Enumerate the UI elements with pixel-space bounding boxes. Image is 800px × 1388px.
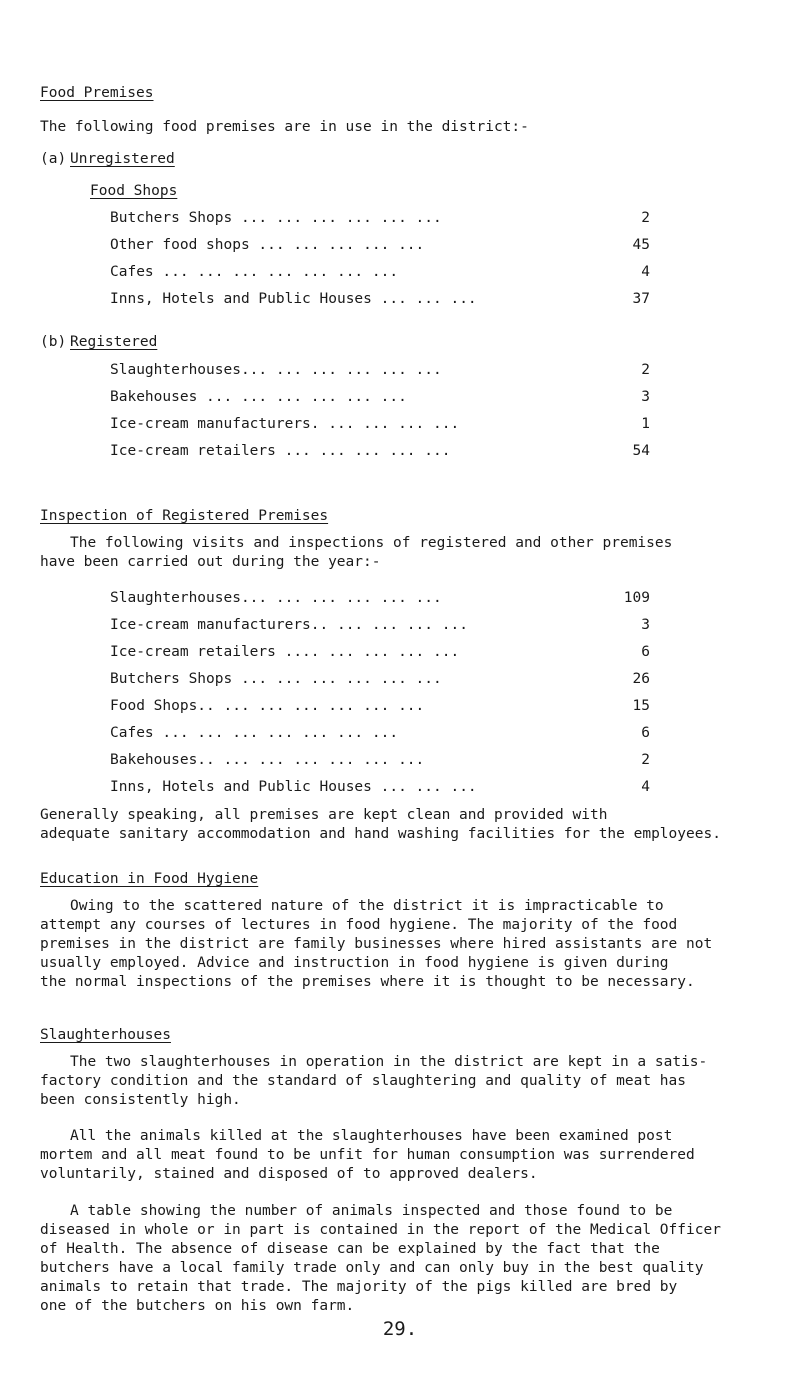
heading-inspection: Inspection of Registered Premises: [40, 508, 329, 524]
row-value: 6: [641, 644, 650, 660]
list-item: [110, 616, 670, 636]
row-label: Cafes ... ... ... ... ... ... ...: [110, 725, 399, 741]
inspection-summary-line-1: Generally speaking, all premises are kept clean and provided with: [40, 807, 608, 823]
list-item: [110, 778, 670, 798]
row-value: 3: [641, 617, 650, 633]
list-item: [110, 388, 670, 408]
row-label: Cafes ... ... ... ... ... ... ...: [110, 264, 399, 280]
slaughterhouses-para3-line: diseased in whole or in part is contained in the report of the Medical Officer: [40, 1222, 721, 1238]
list-item: [110, 589, 670, 609]
education-line: premises in the district are family businesses where hired assistants are not: [40, 936, 713, 952]
section-a-label: (a): [40, 151, 67, 167]
section-a-subtitle: Food Shops: [90, 183, 178, 199]
row-label: Ice-cream manufacturers. ... ... ... ...: [110, 416, 460, 432]
row-label: Bakehouses.. ... ... ... ... ... ...: [110, 752, 425, 768]
row-label: Inns, Hotels and Public Houses ... ... ...: [110, 779, 477, 795]
row-value: 15: [632, 698, 650, 714]
list-item: [110, 670, 670, 690]
heading-food-premises: Food Premises: [40, 85, 154, 101]
row-label: Other food shops ... ... ... ... ...: [110, 237, 425, 253]
heading-slaughterhouses: Slaughterhouses: [40, 1027, 171, 1043]
list-item: [110, 415, 670, 435]
intro-text: The following food premises are in use in the district:-: [40, 119, 529, 135]
row-value: 37: [632, 291, 650, 307]
list-item: [110, 697, 670, 717]
row-value: 2: [641, 362, 650, 378]
row-label: Slaughterhouses... ... ... ... ... ...: [110, 362, 442, 378]
list-item: [110, 724, 670, 744]
list-item: [110, 751, 670, 771]
education-line: the normal inspections of the premises where it is thought to be necessary.: [40, 974, 695, 990]
list-item: [110, 290, 670, 310]
education-line: attempt any courses of lectures in food hygiene. The majority of the food: [40, 917, 678, 933]
row-value: 4: [641, 779, 650, 795]
row-label: Butchers Shops ... ... ... ... ... ...: [110, 210, 442, 226]
slaughterhouses-para2-line: All the animals killed at the slaughterhouses have been examined post: [70, 1128, 673, 1144]
list-item: [110, 361, 670, 381]
row-label: Butchers Shops ... ... ... ... ... ...: [110, 671, 442, 687]
inspection-summary-line-2: adequate sanitary accommodation and hand washing facilities for the employees.: [40, 826, 721, 842]
section-a-title: Unregistered: [70, 151, 175, 167]
list-item: [110, 263, 670, 283]
list-item: [110, 236, 670, 256]
slaughterhouses-para3-line: animals to retain that trade. The majority of the pigs killed are bred by: [40, 1279, 678, 1295]
row-label: Inns, Hotels and Public Houses ... ... ...: [110, 291, 477, 307]
row-label: Ice-cream manufacturers.. ... ... ... ...: [110, 617, 468, 633]
slaughterhouses-para2-line: mortem and all meat found to be unfit for human consumption was surrendered: [40, 1147, 695, 1163]
list-item: [110, 442, 670, 462]
row-label: Ice-cream retailers .... ... ... ... ...: [110, 644, 460, 660]
row-value: 1: [641, 416, 650, 432]
row-value: 6: [641, 725, 650, 741]
row-value: 54: [632, 443, 650, 459]
slaughterhouses-para1-line: The two slaughterhouses in operation in the district are kept in a satis-: [70, 1054, 708, 1070]
section-b-label: (b): [40, 334, 67, 350]
slaughterhouses-para3-line: one of the butchers on his own farm.: [40, 1298, 355, 1314]
slaughterhouses-para3-line: of Health. The absence of disease can be explained by the fact that the: [40, 1241, 660, 1257]
row-label: Food Shops.. ... ... ... ... ... ...: [110, 698, 425, 714]
education-line: Owing to the scattered nature of the district it is impracticable to: [70, 898, 664, 914]
slaughterhouses-para3-line: butchers have a local family trade only and can only buy in the best quality: [40, 1260, 704, 1276]
row-label: Ice-cream retailers ... ... ... ... ...: [110, 443, 451, 459]
row-value: 2: [641, 752, 650, 768]
inspection-intro-line-1: The following visits and inspections of registered and other premises: [70, 535, 673, 551]
row-value: 26: [632, 671, 650, 687]
row-label: Bakehouses ... ... ... ... ... ...: [110, 389, 407, 405]
row-value: 4: [641, 264, 650, 280]
row-value: 2: [641, 210, 650, 226]
page-number: 29.: [382, 1318, 418, 1340]
row-value: 109: [623, 590, 650, 606]
inspection-intro-line-2: have been carried out during the year:-: [40, 554, 381, 570]
slaughterhouses-para1-line: been consistently high.: [40, 1092, 241, 1108]
list-item: [110, 209, 670, 229]
slaughterhouses-para3-line: A table showing the number of animals inspected and those found to be: [70, 1203, 673, 1219]
row-value: 45: [632, 237, 650, 253]
slaughterhouses-para1-line: factory condition and the standard of slaughtering and quality of meat has: [40, 1073, 687, 1089]
education-line: usually employed. Advice and instruction in food hygiene is given during: [40, 955, 669, 971]
section-b-title: Registered: [70, 334, 158, 350]
slaughterhouses-para2-line: voluntarily, stained and disposed of to approved dealers.: [40, 1166, 538, 1182]
heading-education: Education in Food Hygiene: [40, 871, 259, 887]
row-label: Slaughterhouses... ... ... ... ... ...: [110, 590, 442, 606]
row-value: 3: [641, 389, 650, 405]
list-item: [110, 643, 670, 663]
